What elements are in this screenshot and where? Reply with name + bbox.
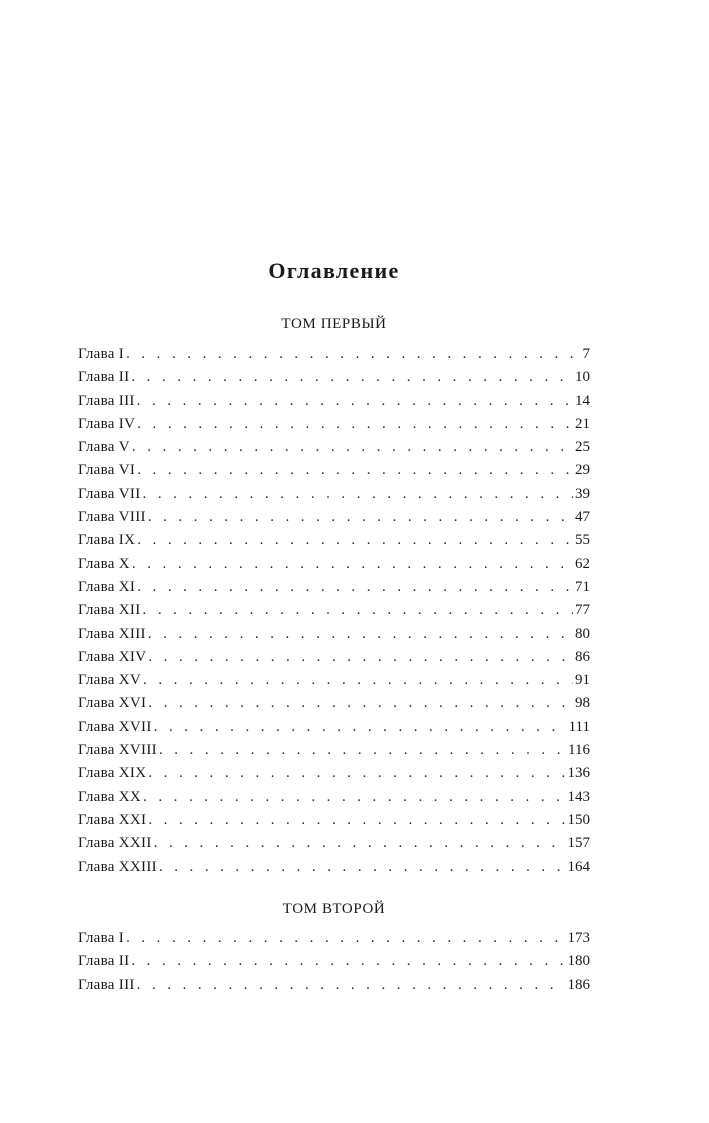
chapter-title: Глава XXI xyxy=(78,811,147,828)
chapter-title: Глава X xyxy=(78,555,130,572)
chapter-title: Глава III xyxy=(78,976,135,993)
dot-leader xyxy=(148,646,573,669)
chapter-title: Глава II xyxy=(78,369,130,386)
dot-leader xyxy=(131,366,573,389)
toc-entry[interactable] xyxy=(78,506,590,529)
page-number: 14 xyxy=(575,392,590,409)
toc-entry[interactable] xyxy=(78,762,590,785)
page-number: 77 xyxy=(575,602,590,619)
dot-leader xyxy=(126,343,580,366)
dot-leader xyxy=(148,762,565,785)
chapter-title: Глава VII xyxy=(78,485,141,502)
dot-leader xyxy=(137,390,573,413)
page-number: 25 xyxy=(575,439,590,456)
page-number: 21 xyxy=(575,415,590,432)
dot-leader xyxy=(148,692,573,715)
chapter-title: Глава IX xyxy=(78,532,136,549)
toc-entry[interactable] xyxy=(78,529,590,552)
dot-leader xyxy=(154,832,566,855)
volume-heading-1: ТОМ ПЕРВЫЙ xyxy=(281,316,387,332)
page-number: 157 xyxy=(567,835,590,852)
dot-leader xyxy=(143,599,573,622)
dot-leader xyxy=(132,553,573,576)
dot-leader xyxy=(148,506,573,529)
toc-entry[interactable] xyxy=(78,413,590,436)
dot-leader xyxy=(143,669,573,692)
toc-entry[interactable] xyxy=(78,786,590,809)
chapter-title: Глава II xyxy=(78,953,130,970)
page-number: 186 xyxy=(567,976,590,993)
chapter-title: Глава XIX xyxy=(78,765,147,782)
toc-entry[interactable] xyxy=(78,483,590,506)
toc-entry[interactable] xyxy=(78,692,590,715)
page-number: 86 xyxy=(575,648,590,665)
page-number: 180 xyxy=(567,953,590,970)
toc-entry[interactable] xyxy=(78,950,590,973)
chapter-title: Глава VI xyxy=(78,462,136,479)
page-number: 47 xyxy=(575,509,590,526)
dot-leader xyxy=(126,927,565,950)
chapter-title: Глава XIV xyxy=(78,648,147,665)
page-number: 91 xyxy=(575,672,590,689)
chapter-title: Глава III xyxy=(78,392,135,409)
toc-entry[interactable] xyxy=(78,553,590,576)
dot-leader xyxy=(148,809,565,832)
toc-entry[interactable] xyxy=(78,832,590,855)
dot-leader xyxy=(154,716,567,739)
page-number: 164 xyxy=(567,858,590,875)
page-number: 98 xyxy=(575,695,590,712)
chapter-title: Глава I xyxy=(78,930,125,946)
toc-entry[interactable] xyxy=(78,856,590,879)
page-number: 80 xyxy=(575,625,590,642)
dot-leader xyxy=(159,739,566,762)
chapter-title: Глава VIII xyxy=(78,509,146,526)
page-title: Оглавление xyxy=(268,258,400,283)
page-number: 62 xyxy=(575,555,590,572)
chapter-title: Глава XVIII xyxy=(78,742,157,759)
chapter-title: Глава XIII xyxy=(78,625,146,642)
chapter-list-volume-2 xyxy=(78,927,590,997)
dot-leader xyxy=(143,786,565,809)
chapter-title: Глава IV xyxy=(78,415,136,432)
toc-entry[interactable] xyxy=(78,716,590,739)
dot-leader xyxy=(132,436,573,459)
toc-entry[interactable] xyxy=(78,623,590,646)
chapter-title: Глава XVI xyxy=(78,695,147,712)
page-number: 71 xyxy=(575,578,590,595)
chapter-title: Глава XI xyxy=(78,578,136,595)
toc-entry[interactable] xyxy=(78,436,590,459)
toc-entry[interactable] xyxy=(78,390,590,413)
page-number: 136 xyxy=(567,765,590,782)
chapter-title: Глава XXIII xyxy=(78,858,157,875)
toc-entry[interactable] xyxy=(78,809,590,832)
page-number: 7 xyxy=(582,346,590,362)
dot-leader xyxy=(131,950,565,973)
page-number: 39 xyxy=(575,485,590,502)
chapter-title: Глава XVII xyxy=(78,718,152,735)
page-number: 173 xyxy=(567,930,590,946)
toc-entry[interactable] xyxy=(78,646,590,669)
dot-leader xyxy=(137,576,573,599)
toc-entry[interactable] xyxy=(78,576,590,599)
page-number: 55 xyxy=(575,532,590,549)
chapter-title: Глава V xyxy=(78,439,130,456)
page-number: 10 xyxy=(575,369,590,386)
dot-leader xyxy=(159,856,566,879)
dot-leader xyxy=(137,974,566,997)
page-number: 143 xyxy=(567,788,590,805)
chapter-title: Глава XX xyxy=(78,788,142,805)
toc-entry[interactable] xyxy=(78,739,590,762)
chapter-list-volume-1 xyxy=(78,343,590,879)
page-number: 150 xyxy=(567,811,590,828)
dot-leader xyxy=(148,623,573,646)
page-number: 29 xyxy=(575,462,590,479)
toc-entry[interactable] xyxy=(78,343,590,366)
chapter-title: Глава XII xyxy=(78,602,141,619)
toc-entry[interactable] xyxy=(78,974,590,997)
dot-leader xyxy=(143,483,573,506)
toc-entry[interactable] xyxy=(78,366,590,389)
page-number: 116 xyxy=(568,742,590,759)
toc-entry[interactable] xyxy=(78,927,590,950)
dot-leader xyxy=(137,413,573,436)
dot-leader xyxy=(137,529,573,552)
chapter-title: Глава XV xyxy=(78,672,142,689)
toc-entry[interactable] xyxy=(78,669,590,692)
toc-entry[interactable] xyxy=(78,459,590,482)
dot-leader xyxy=(137,459,573,482)
chapter-title: Глава XXII xyxy=(78,835,152,852)
chapter-title: Глава I xyxy=(78,346,125,362)
volume-heading-2: ТОМ ВТОРОЙ xyxy=(282,901,386,917)
page-number: 111 xyxy=(568,718,590,735)
toc-entry[interactable] xyxy=(78,599,590,622)
